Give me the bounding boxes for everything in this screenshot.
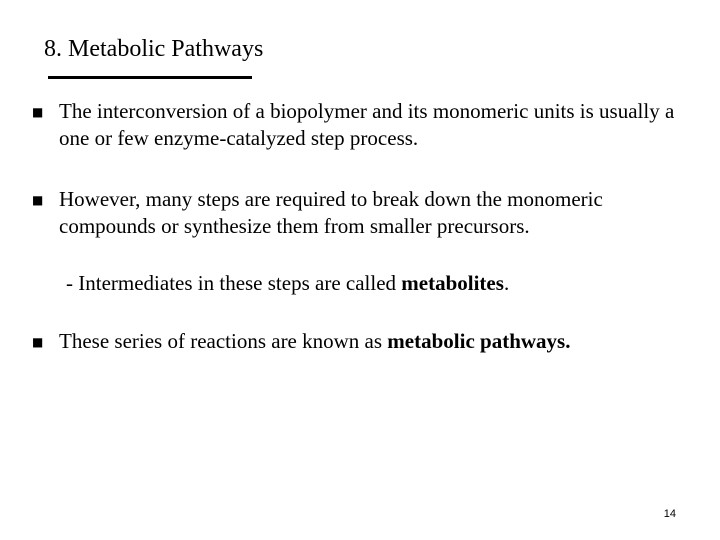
bullet-item [32, 98, 692, 152]
square-bullet-icon: ■ [32, 105, 44, 119]
square-bullet-icon: ■ [32, 193, 44, 207]
square-bullet-icon: ■ [32, 335, 44, 349]
sub-item-text: - Intermediates in these steps are called [66, 271, 402, 295]
bullet-item [32, 328, 692, 355]
slide-title: 8. Metabolic Pathways [44, 36, 264, 62]
sub-item-bold-term: metabolites [401, 271, 504, 295]
bullet-text: However, many steps are required to break down the monomeric compounds or synthesize them from smaller precursors. [59, 187, 603, 238]
bullet-text-plain: These series of reactions are known as [59, 329, 388, 353]
title-underline [48, 76, 252, 79]
sub-item-text-end: . [503, 271, 510, 295]
bullet-bold-term: metabolic pathways. [387, 329, 571, 353]
sub-item [66, 270, 509, 297]
bullet-text: The interconversion of a biopolymer and its monomeric units is usually a one or few enzyme-catalyzed step process. [59, 99, 675, 150]
page-number: 14 [663, 508, 676, 520]
bullet-text [59, 328, 692, 355]
bullet-item [32, 186, 692, 240]
